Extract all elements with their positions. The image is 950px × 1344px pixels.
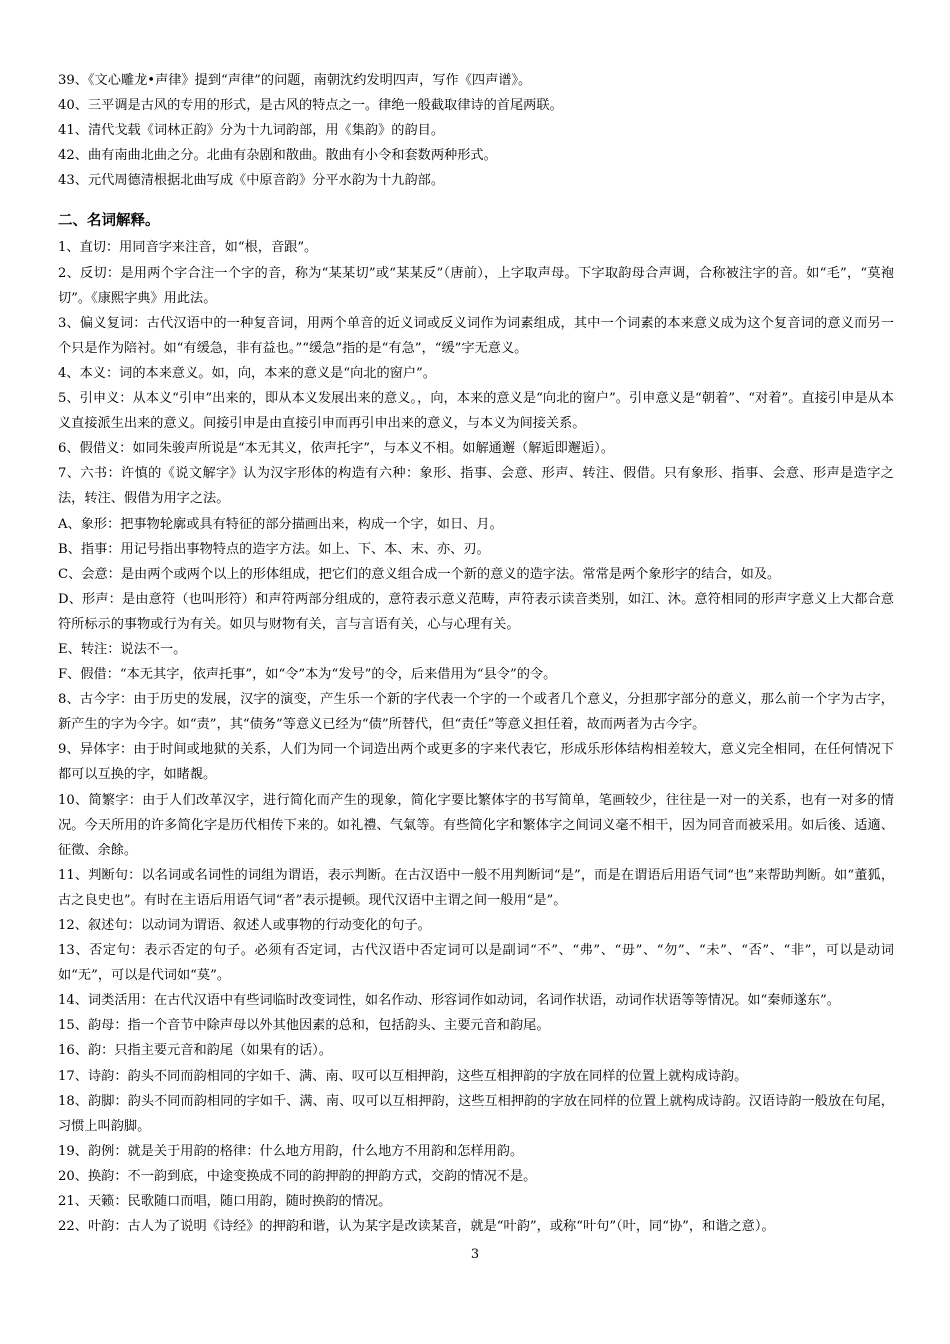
term-item: F、假借：“本无其字，依声托事”，如“令”本为“发号”的令，后来借用为“县令”的令。 xyxy=(58,667,557,683)
term-item: 3、偏义复词：古代汉语中的一种复音词，用两个单音的近义词或反义词作为词素组成，其中一个词素的本来意义成为这个复音词的意义而另一个只是作为陪衬。如“有缓急，非有益也。”“缓急”指的是“有急”，“缓”字无意义。 xyxy=(58,315,894,356)
term-item: 10、简繁字：由于人们改革汉字，进行简化而产生的现象，简化字要比繁体字的书写简单，笔画较少，往往是一对一的关系，也有一对多的情况。今天所用的许多简化字是历代相传下来的。如礼禮、气氣等。有些简化字和繁体字之间词义毫不相干，因为同音而被采用。如后後、适適、征徵、余餘。 xyxy=(58,792,894,858)
term-item: 6、假借义：如同朱骏声所说是“本无其义，依声托字”，与本义不相。如解通邂（解逅即邂逅）。 xyxy=(58,441,614,457)
term-item: 21、天籁：民歌随口而唱，随口用韵，随时换韵的情况。 xyxy=(58,1194,392,1210)
section-title: 二、名词解释。 xyxy=(58,213,160,230)
term-item: 8、古今字：由于历史的发展，汉字的演变，产生乐一个新的字代表一个字的一个或者几个意义，分担那字部分的意义，那么前一个字为古字，新产生的字为今字。如“责”，其“债务”等意义已经为“债”所替代，但“责任”等意义担任着，故而两者为古今字。 xyxy=(58,692,894,733)
term-item: A、象形：把事物轮廓或具有特征的部分描画出来，构成一个字，如日、月。 xyxy=(58,516,503,532)
term-item: 13、否定句：表示否定的句子。必须有否定词，古代汉语中否定词可以是副词“不”、“弗”、“毋”、“勿”、“未”、“否”、“非”，可以是动词如“无”，可以是代词如“莫”。 xyxy=(58,943,894,984)
term-item: 2、反切：是用两个字合注一个字的音，称为“某某切”或“某某反”（唐前），上字取声母。下字取韵母合声调，合称被注字的音。如“毛”，“莫袍切”。《康熙字典》用此法。 xyxy=(58,265,894,306)
term-item: 16、韵：只指主要元音和韵尾（如果有的话）。 xyxy=(58,1043,332,1059)
statement-item: 39、《文心雕龙•声律》提到“声律”的问题，南朝沈约发明四声，写作《四声谱》。 xyxy=(58,73,532,88)
term-item: 5、引申义：从本义“引申”出来的，即从本义发展出来的意义。，向，本来的意义是“向北的窗户”。引申意义是“朝着”、“对着”。直接引申是从本义直接派生出来的意义。间接引申是由直接引申而再引申出来的意义，与本义为间接关系。 xyxy=(58,391,894,432)
term-item: 7、六书：许慎的《说文解字》认为汉字形体的构造有六种：象形、指事、会意、形声、转注、假借。只有象形、指事、会意、形声是造字之法，转注、假借为用字之法。 xyxy=(58,466,894,507)
page-number: 3 xyxy=(470,1247,480,1262)
term-item: 19、韵例：就是关于用韵的格律：什么地方用韵，什么地方不用韵和怎样用韵。 xyxy=(58,1143,524,1159)
term-item: 15、韵母：指一个音节中除声母以外其他因素的总和，包括韵头、主要元音和韵尾。 xyxy=(58,1018,550,1034)
term-item: 11、判断句：以名词或名词性的词组为谓语，表示判断。在古汉语中一般不用判断词“是”，而是在谓语后用语气词“也”来帮助判断。如“董狐，古之良史也”。有时在主语后用语气词“者”表示提顿。现代汉语中主谓之间一般用“是”。 xyxy=(58,867,894,908)
term-item: 12、叙述句：以动词为谓语、叙述人或事物的行动变化的句子。 xyxy=(58,918,431,933)
statement-item: 43、元代周德清根据北曲写成《中原音韵》分平水韵为十九韵部。 xyxy=(58,173,445,189)
term-item: D、形声：是由意符（也叫形符）和声符两部分组成的，意符表示意义范畴，声符表示读音类别，如江、沐。意符相同的形声字意义上大都合意符所标示的事物或行为有关。如贝与财物有关，言与言语有关，心与心理有关。 xyxy=(58,591,894,632)
statement-item: 40、三平调是古风的专用的形式，是古风的特点之一。律绝一般截取律诗的首尾两联。 xyxy=(58,98,563,114)
numbered-statements xyxy=(58,68,894,193)
term-item: 17、诗韵：韵头不同而韵相同的字如千、满、南、叹可以互相押韵，这些互相押韵的字放在同样的位置上就构成诗韵。 xyxy=(58,1068,748,1084)
term-item: 22、叶韵：古人为了说明《诗经》的押韵和谐，认为某字是改读某音，就是“叶韵”，或称“叶句”（叶，同“协”，和谐之意）。 xyxy=(58,1219,775,1235)
term-item: C、会意：是由两个或两个以上的形体组成，把它们的意义组合成一个新的意义的造字法。常常是两个象形字的结合，如及。 xyxy=(58,566,781,582)
statement-item: 42、曲有南曲北曲之分。北曲有杂剧和散曲。散曲有小令和套数两种形式。 xyxy=(58,148,497,164)
term-definitions xyxy=(58,235,894,1239)
term-item: 20、换韵：不一韵到底，中途变换成不同的韵押韵的押韵方式，交韵的情况不是。 xyxy=(58,1168,537,1184)
term-item: 14、词类活用：在古代汉语中有些词临时改变词性，如名作动、形容词作如动词，名词作状语，动词作状语等等情况。如“秦师遂东”。 xyxy=(58,993,840,1009)
document-page xyxy=(58,68,894,1239)
term-item: 18、韵脚：韵头不同而韵相同的字如千、满、南、叹可以互相押韵，这些互相押韵的字放在同样的位置上就构成诗韵。汉语诗韵一般放在句尾，习惯上叫韵脚。 xyxy=(58,1093,894,1134)
term-item: 1、直切：用同音字来注音，如“根，音跟”。 xyxy=(58,240,318,256)
term-item: B、指事：用记号指出事物特点的造字方法。如上、下、本、末、亦、刃。 xyxy=(58,541,490,557)
term-item: E、转注：说法不一。 xyxy=(58,641,187,657)
term-item: 9、异体字：由于时间或地狱的关系，人们为同一个词造出两个或更多的字来代表它，形成乐形体结构相差较大，意义完全相同，在任何情况下都可以互换的字，如睹覩。 xyxy=(58,742,894,783)
statement-item: 41、清代戈载《词林正韵》分为十九词韵部，用《集韵》的韵目。 xyxy=(58,123,445,139)
term-item: 4、本义：词的本来意义。如，向，本来的意义是“向北的窗户”。 xyxy=(58,365,436,381)
